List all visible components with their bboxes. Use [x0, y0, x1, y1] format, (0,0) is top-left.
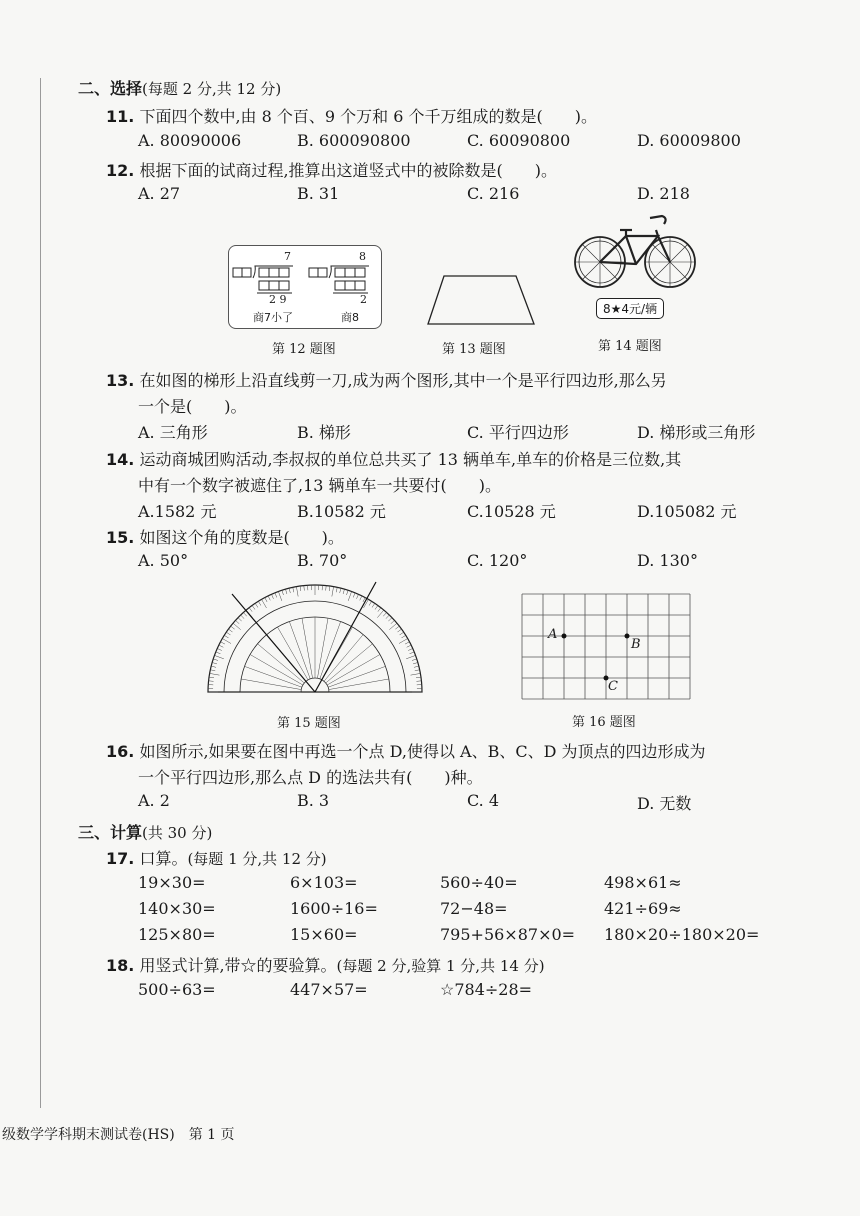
section-2-title [78, 76, 281, 99]
calc-item: 15×60= [290, 925, 358, 944]
q11-option-c[interactable]: C. 60090800 [467, 131, 571, 150]
q12-option-a[interactable]: A. 27 [138, 184, 181, 203]
calc-item: 180×20÷180×20= [604, 925, 760, 944]
question-16-line2: 一个平行四边形,那么点 D 的选法共有( )种。 [138, 768, 483, 787]
fig12-note-2: 商8 [341, 311, 359, 324]
margin-line [40, 78, 41, 1108]
question-15 [106, 525, 344, 548]
question-number: 18. [106, 956, 135, 975]
question-13-line2: 一个是( )。 [138, 397, 247, 416]
calc-item: 421÷69≈ [604, 899, 682, 918]
question-13 [106, 368, 667, 391]
calc-item: 19×30= [138, 873, 206, 892]
question-text: 用竖式计算,带☆的要验算。 [139, 956, 337, 975]
fig12-quotient-1: 7 [284, 250, 291, 263]
question-14-line2: 中有一个数字被遮住了,13 辆单车一共要付( )。 [138, 476, 502, 495]
question-number: 13. [106, 371, 135, 390]
question-text: 如图这个角的度数是( )。 [139, 528, 344, 547]
calc-item: 498×61≈ [604, 873, 682, 892]
section-3-title [78, 820, 212, 843]
q16-option-a[interactable]: A. 2 [138, 791, 170, 810]
point-a [562, 634, 567, 639]
vertical-calc-item: 500÷63= [138, 980, 216, 999]
q13-option-a[interactable]: A. 三角形 [138, 423, 208, 442]
question-text: 下面四个数中,由 8 个百、9 个万和 6 个千万组成的数是( )。 [139, 107, 597, 126]
question-number: 17. [106, 849, 135, 868]
price-tag: 8★4元/辆 [596, 298, 664, 319]
q11-option-a[interactable]: A. 80090006 [138, 131, 242, 150]
question-11 [106, 104, 597, 127]
q14-option-d[interactable]: D.105082 元 [637, 502, 737, 521]
question-text: 如图所示,如果要在图中再选一个点 D,使得以 A、B、C、D 为顶点的四边形成为 [139, 742, 706, 761]
trapezoid-figure [420, 272, 540, 330]
fig12-caption: 第 12 题图 [272, 342, 336, 357]
q16-option-b[interactable]: B. 3 [297, 791, 330, 810]
fig12-quotient-2: 8 [359, 250, 366, 263]
point-c-label: C [608, 679, 618, 694]
calc-item: 72−48= [440, 899, 508, 918]
calc-item: 140×30= [138, 899, 216, 918]
calc-item: 560÷40= [440, 873, 518, 892]
q12-option-b[interactable]: B. 31 [297, 184, 340, 203]
q14-option-b[interactable]: B.10582 元 [297, 502, 386, 521]
fig16-caption: 第 16 题图 [572, 715, 636, 730]
section-note: (共 30 分) [142, 824, 213, 842]
q14-option-c[interactable]: C.10528 元 [467, 502, 556, 521]
grid-figure [520, 592, 692, 702]
q14-option-a[interactable]: A.1582 元 [138, 502, 217, 521]
fig13-caption: 第 13 题图 [442, 342, 506, 357]
q12-option-c[interactable]: C. 216 [467, 184, 520, 203]
bicycle-icon [570, 210, 700, 292]
question-14 [106, 447, 681, 470]
fig12-note-1: 商7小了 [253, 311, 293, 324]
q15-option-b[interactable]: B. 70° [297, 551, 348, 570]
question-number: 14. [106, 450, 135, 469]
q13-option-d[interactable]: D. 梯形或三角形 [637, 423, 756, 442]
calc-item: 6×103= [290, 873, 358, 892]
question-number: 11. [106, 107, 135, 126]
question-18 [106, 953, 545, 976]
q11-option-b[interactable]: B. 600090800 [297, 131, 411, 150]
calc-item: 125×80= [138, 925, 216, 944]
question-number: 12. [106, 161, 135, 180]
fig12-remainder-2: 2 [360, 293, 367, 306]
vertical-calc-item: ☆784÷28= [440, 980, 533, 999]
q16-option-d[interactable]: D. 无数 [637, 794, 692, 813]
q15-option-c[interactable]: C. 120° [467, 551, 528, 570]
page-footer: 级数学学科期末测试卷(HS) 第 1 页 [2, 1127, 235, 1143]
protractor-figure [200, 578, 430, 698]
fig12-remainder-1: 2 9 [269, 293, 287, 306]
q11-option-d[interactable]: D. 60009800 [637, 131, 741, 150]
calc-item: 795+56×87×0= [440, 925, 576, 944]
question-note: (每题 1 分,共 12 分) [187, 850, 327, 868]
q16-option-c[interactable]: C. 4 [467, 791, 500, 810]
question-17 [106, 846, 327, 869]
question-number: 16. [106, 742, 135, 761]
question-text: 口算。 [139, 849, 188, 868]
q15-option-d[interactable]: D. 130° [637, 551, 698, 570]
section-title-text: 二、选择 [78, 79, 143, 98]
section-title-text: 三、计算 [78, 823, 143, 842]
fig15-caption: 第 15 题图 [277, 716, 341, 731]
section-note: (每题 2 分,共 12 分) [142, 80, 282, 98]
q12-option-d[interactable]: D. 218 [637, 184, 690, 203]
question-text: 运动商城团购活动,李叔叔的单位总共买了 13 辆单车,单车的价格是三位数,其 [139, 450, 682, 469]
calc-item: 1600÷16= [290, 899, 378, 918]
point-a-label: A [548, 627, 558, 642]
question-text: 根据下面的试商过程,推算出这道竖式中的被除数是( )。 [139, 161, 558, 180]
q13-option-b[interactable]: B. 梯形 [297, 423, 351, 442]
question-16 [106, 739, 706, 762]
question-note: (每题 2 分,验算 1 分,共 14 分) [336, 957, 545, 975]
q15-option-a[interactable]: A. 50° [138, 551, 189, 570]
question-number: 15. [106, 528, 135, 547]
question-text: 在如图的梯形上沿直线剪一刀,成为两个图形,其中一个是平行四边形,那么另 [139, 371, 667, 390]
q13-option-c[interactable]: C. 平行四边形 [467, 423, 569, 442]
point-b [625, 634, 630, 639]
vertical-calc-item: 447×57= [290, 980, 368, 999]
point-b-label: B [631, 637, 641, 652]
question-12 [106, 158, 557, 181]
fig12-division-box [228, 245, 382, 329]
fig14-caption: 第 14 题图 [598, 339, 662, 354]
